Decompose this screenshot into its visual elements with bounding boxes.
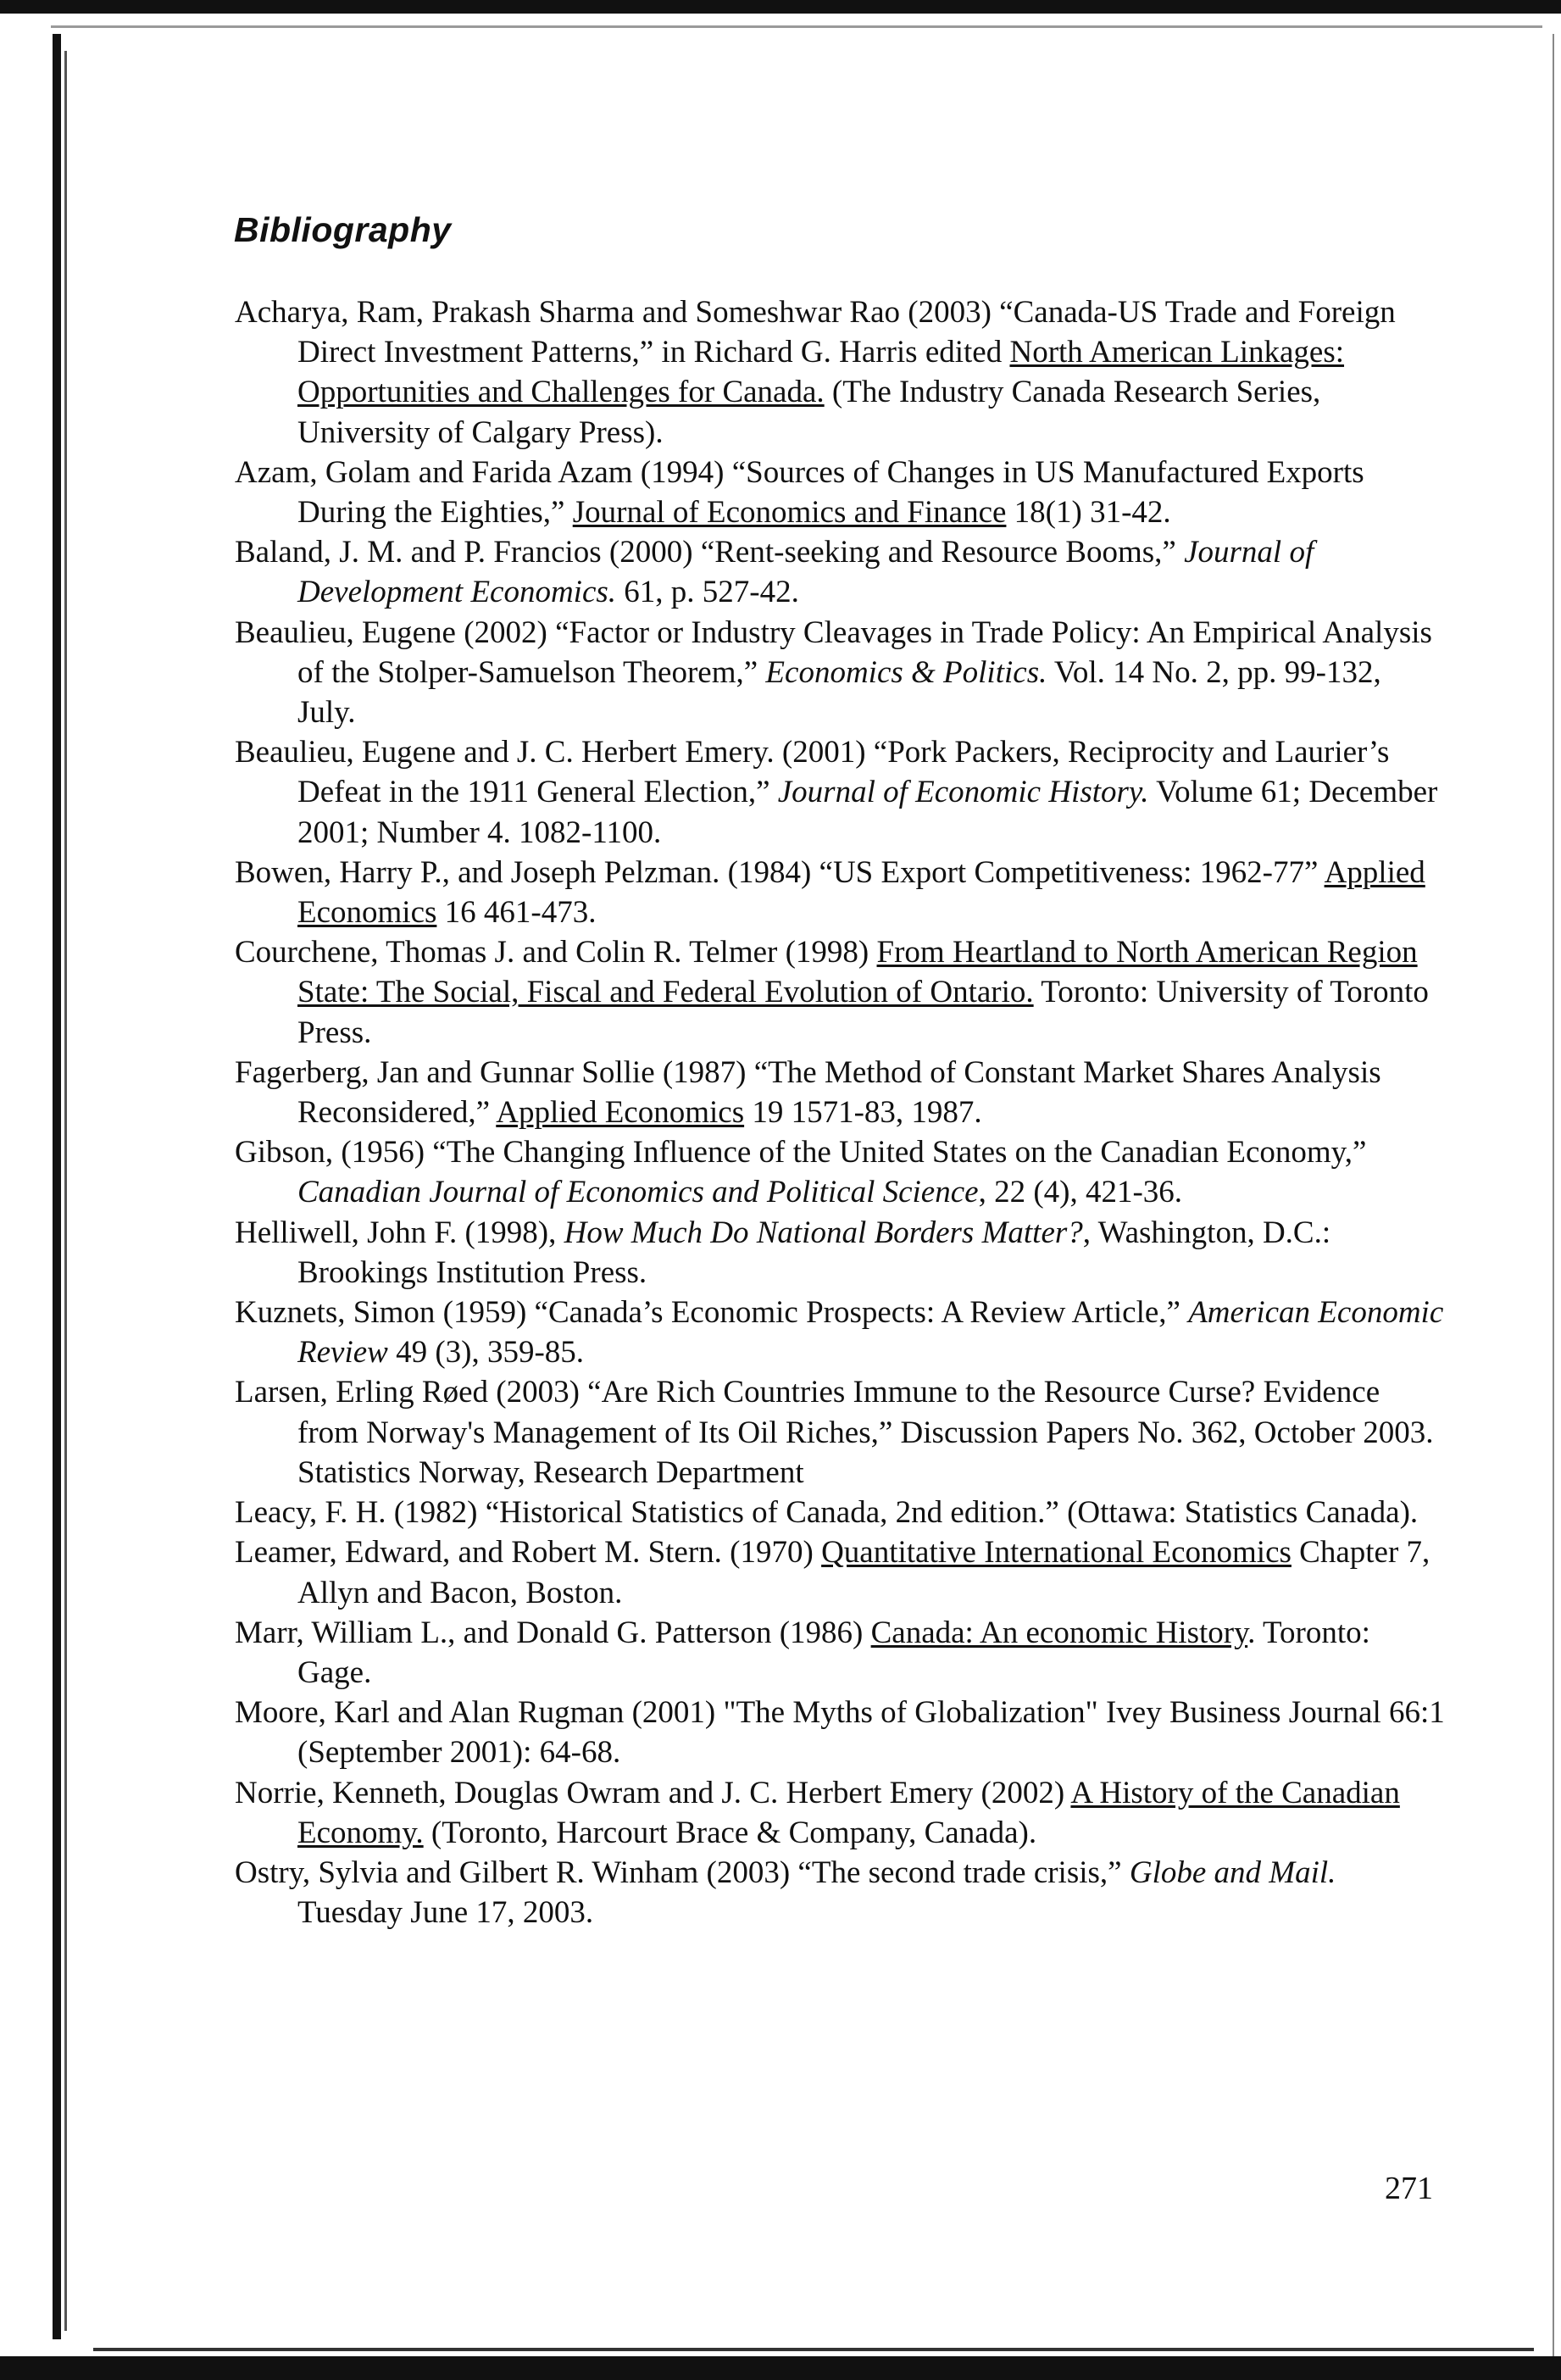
entry-text: Fagerberg, Jan and Gunnar Sollie (1987) “The Method of Constant Market Shares Analysis Reconsidered,” — [235, 1054, 1381, 1131]
bibliography-entry — [235, 1532, 1447, 1612]
entry-text: . Toronto: Gage. — [297, 1615, 1370, 1690]
entry-text: Helliwell, John F. (1998), — [235, 1215, 564, 1250]
entry-title-italic: Journal of Economic History. — [777, 775, 1149, 810]
entry-title-underlined: Canada: An economic History — [870, 1615, 1248, 1650]
entry-text: (Toronto, Harcourt Brace & Company, Canada). — [423, 1815, 1037, 1850]
bibliography-list — [235, 292, 1447, 1932]
entry-text: Kuznets, Simon (1959) “Canada’s Economic Prospects: A Review Article,” — [235, 1295, 1189, 1331]
bibliography-entry — [235, 1372, 1447, 1493]
entry-text: Chapter 7, Allyn and Bacon, Boston. — [297, 1535, 1430, 1610]
entry-text: Gibson, (1956) “The Changing Influence of the United States on the Canadian Economy,” — [235, 1135, 1367, 1171]
scan-border-top — [0, 0, 1561, 14]
bibliography-entry — [235, 853, 1447, 932]
scan-border-top-line — [51, 25, 1542, 28]
entry-text: 61, p. 527-42. — [616, 575, 799, 610]
entry-text: Leamer, Edward, and Robert M. Stern. (1970) — [235, 1535, 822, 1571]
bibliography-entry — [235, 1493, 1447, 1532]
entry-title-italic: Globe and Mail. — [1129, 1855, 1336, 1890]
entry-title-italic: Economics & Politics. — [765, 654, 1047, 690]
entry-text: Larsen, Erling Røed (2003) “Are Rich Countries Immune to the Resource Curse? Evidence from Norway's Management of Its Oil Riches,” Discussion Papers No. 362, October 2003. Statistics Norway, Research Department — [235, 1375, 1434, 1490]
entry-text: Baland, J. M. and P. Francios (2000) “Rent-seeking and Resource Booms,” — [235, 535, 1185, 570]
entry-title-underlined: Applied Economics — [496, 1095, 745, 1131]
bibliography-entry — [235, 1132, 1447, 1212]
entry-title-underlined: A History of the Canadian Economy. — [297, 1775, 1400, 1850]
scan-border-right — [1553, 34, 1554, 2373]
bibliography-entry — [235, 732, 1447, 853]
entry-title-italic: Journal of Development Economics. — [297, 535, 1314, 610]
entry-text: Toronto: University of Toronto Press. — [297, 975, 1429, 1050]
entry-text: (The Industry Canada Research Series, University of Calgary Press). — [297, 375, 1321, 450]
entry-title-underlined: Journal of Economics and Finance — [572, 495, 1007, 531]
bibliography-entry — [235, 1213, 1447, 1293]
bibliography-entry — [235, 1293, 1447, 1372]
entry-title-italic: How Much Do National Borders Matter? — [564, 1215, 1083, 1250]
entry-title-italic: Canadian Journal of Economics and Political Science — [297, 1175, 979, 1210]
entry-text: Beaulieu, Eugene (2002) “Factor or Industry Cleavages in Trade Policy: An Empirical Analysis of the Stolper-Samuelson Theorem,” — [235, 614, 1432, 690]
entry-title-underlined: Applied Economics — [297, 854, 1425, 931]
page-title: Bibliography — [234, 210, 452, 249]
entry-text: Ostry, Sylvia and Gilbert R. Winham (2003) “The second trade crisis,” — [235, 1855, 1130, 1890]
bibliography-entry — [235, 1613, 1447, 1693]
entry-title-underlined: From Heartland to North American Region State: The Social, Fiscal and Federal Evolution of Ontario. — [297, 935, 1418, 1010]
entry-text: 16 461-473. — [436, 895, 597, 931]
bibliography-entry — [235, 1773, 1447, 1853]
entry-text: , 22 (4), 421-36. — [978, 1175, 1183, 1210]
bibliography-entry — [235, 932, 1447, 1053]
scan-border-left — [53, 34, 61, 2339]
bibliography-entry — [235, 292, 1447, 453]
bibliography-entry — [235, 1853, 1447, 1932]
entry-title-underlined: North American Linkages: Opportunities and Challenges for Canada. — [297, 335, 1345, 410]
entry-text: Norrie, Kenneth, Douglas Owram and J. C. Herbert Emery (2002) — [235, 1775, 1071, 1810]
page-number: 271 — [1385, 2171, 1433, 2206]
entry-text: Volume 61; December 2001; Number 4. 1082-1100. — [297, 775, 1438, 850]
entry-title-italic: American Economic Review — [297, 1295, 1444, 1371]
entry-text: Beaulieu, Eugene and J. C. Herbert Emery. (2001) “Pork Packers, Reciprocity and Laurier’s Defeat in the 1911 General Election,” — [235, 735, 1390, 810]
entry-text: 19 1571-83, 1987. — [744, 1095, 982, 1131]
entry-text: Marr, William L., and Donald G. Patterson (1986) — [235, 1615, 871, 1650]
entry-text: 18(1) 31-42. — [1006, 495, 1171, 531]
entry-text: Azam, Golam and Farida Azam (1994) “Sources of Changes in US Manufactured Exports During the Eighties,” — [235, 454, 1364, 531]
bibliography-entry — [235, 1053, 1447, 1132]
entry-text: Tuesday June 17, 2003. — [297, 1895, 594, 1931]
entry-text: Acharya, Ram, Prakash Sharma and Someshwar Rao (2003) “Canada-US Trade and Foreign Direct Investment Patterns,” in Richard G. Harris edited — [235, 295, 1396, 370]
scan-border-left-shadow — [64, 51, 67, 2331]
entry-text: Moore, Karl and Alan Rugman (2001) "The Myths of Globalization" Ivey Business Journal 66:1 (September 2001): 64-68. — [235, 1695, 1445, 1771]
scan-border-bottom — [0, 2356, 1561, 2380]
entry-text: Leacy, F. H. (1982) “Historical Statistics of Canada, 2nd edition.” (Ottawa: Statistics Canada). — [235, 1495, 1419, 1531]
entry-title-underlined: Quantitative International Economics — [821, 1535, 1292, 1571]
entry-text: Courchene, Thomas J. and Colin R. Telmer (1998) — [235, 935, 877, 970]
bibliography-entry — [235, 532, 1447, 612]
bibliography-entry — [235, 613, 1447, 733]
bibliography-entry — [235, 1693, 1447, 1772]
entry-text: , Washington, D.C.: Brookings Institution Press. — [297, 1215, 1331, 1290]
entry-text: Bowen, Harry P., and Joseph Pelzman. (1984) “US Export Competitiveness: 1962-77” — [235, 854, 1325, 890]
entry-text: 49 (3), 359-85. — [387, 1335, 585, 1371]
entry-text: Vol. 14 No. 2, pp. 99-132, July. — [297, 654, 1381, 731]
bibliography-entry — [235, 453, 1447, 532]
scan-border-bottom-line — [93, 2348, 1534, 2351]
